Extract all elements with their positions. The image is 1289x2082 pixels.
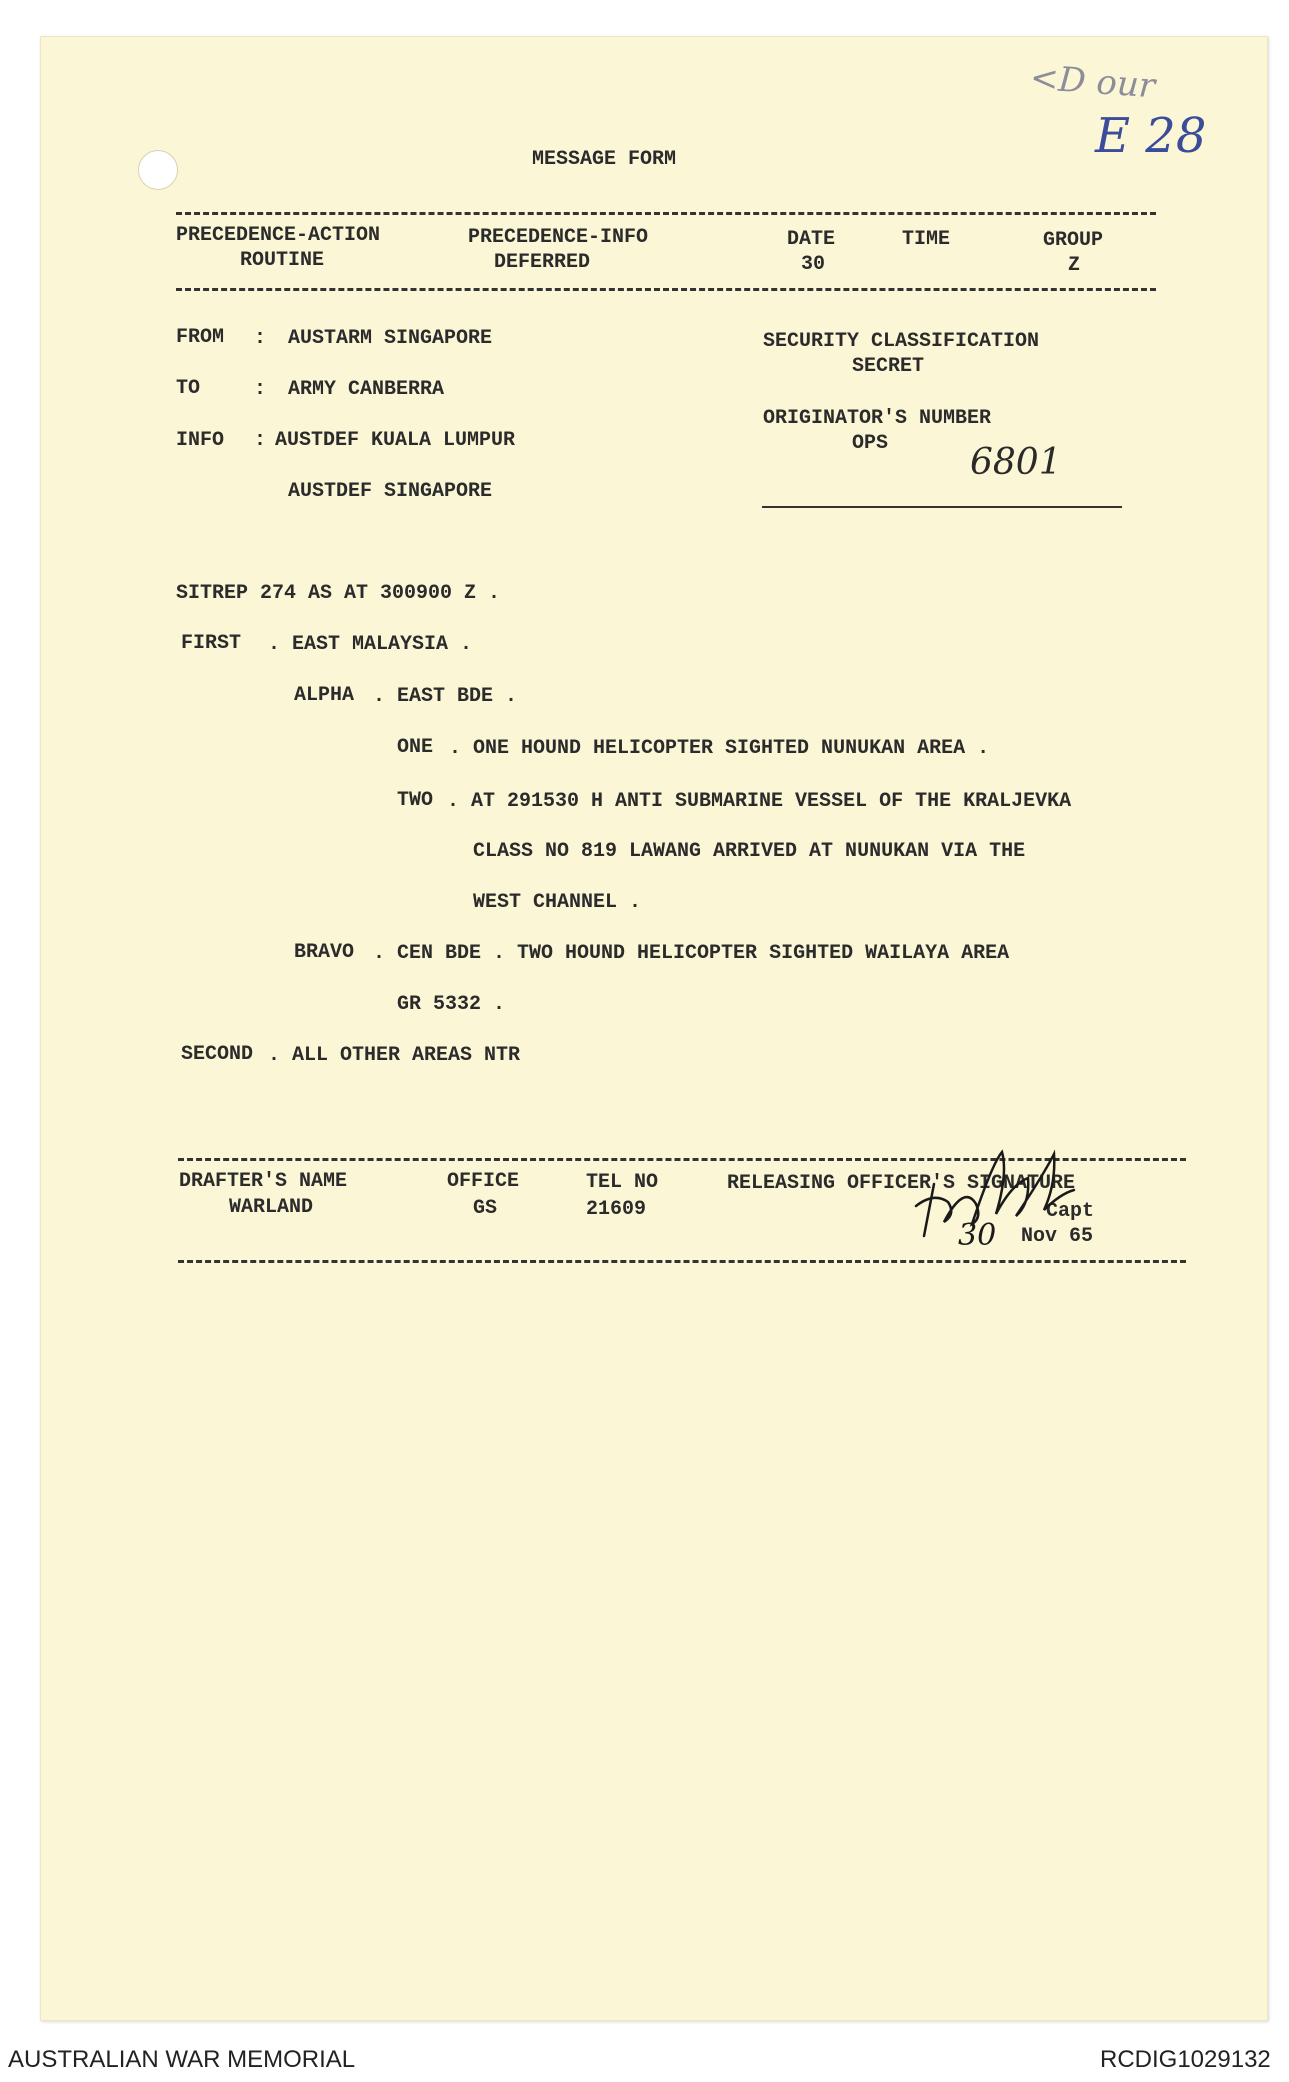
bravo-label: BRAVO (294, 941, 355, 964)
drafter-name-label: DRAFTER'S NAME (179, 1170, 348, 1193)
group-label: GROUP (1043, 229, 1104, 252)
rank: Capt (1046, 1200, 1095, 1223)
officer-signature (904, 1144, 1084, 1254)
drafter-name-value: WARLAND (229, 1196, 314, 1219)
date-rest: Nov 65 (1021, 1225, 1094, 1248)
header-rule-top (176, 212, 1156, 215)
bravo-text-2: GR 5332 . (397, 993, 506, 1016)
to-label: TO (176, 377, 201, 400)
precedence-action-value: ROUTINE (240, 249, 325, 272)
two-label: TWO (397, 789, 434, 812)
two-text-1: . AT 291530 H ANTI SUBMARINE VESSEL OF THE KRALJEVKA (447, 790, 1072, 813)
page-title: MESSAGE FORM (532, 148, 677, 171)
signature-rule-bottom (178, 1260, 1186, 1263)
date-day-handwritten: 30 (958, 1218, 997, 1253)
from-colon: : (254, 327, 267, 350)
footer-source: AUSTRALIAN WAR MEMORIAL (8, 2046, 356, 2073)
originator-number-label: ORIGINATOR'S NUMBER (763, 407, 992, 430)
alpha-text: . EAST BDE . (373, 685, 518, 708)
first-label: FIRST (181, 632, 242, 655)
header-rule-bottom (176, 288, 1156, 291)
tel-value: 21609 (586, 1198, 647, 1221)
originator-handwritten-number: 6801 (970, 442, 1062, 483)
two-text-2: CLASS NO 819 LAWANG ARRIVED AT NUNUKAN VIA THE (473, 840, 1026, 863)
info-value-1: AUSTDEF KUALA LUMPUR (275, 429, 516, 452)
pencil-annotation: <D our (1028, 57, 1157, 107)
date-value: 30 (801, 253, 826, 276)
file-number: E 28 (1095, 108, 1207, 164)
alpha-label: ALPHA (294, 684, 355, 707)
one-text: . ONE HOUND HELICOPTER SIGHTED NUNUKAN AREA . (449, 737, 990, 760)
one-label: ONE (397, 736, 434, 759)
second-text: . ALL OTHER AREAS NTR (268, 1044, 521, 1067)
office-label: OFFICE (447, 1170, 520, 1193)
from-value: AUSTARM SINGAPORE (288, 327, 493, 350)
to-colon: : (254, 378, 267, 401)
precedence-info-value: DEFERRED (494, 251, 591, 274)
info-colon: : (254, 429, 267, 452)
to-value: ARMY CANBERRA (288, 378, 445, 401)
from-label: FROM (176, 326, 225, 349)
precedence-action-label: PRECEDENCE-ACTION (176, 224, 381, 247)
classification-underline (762, 506, 1122, 508)
info-label: INFO (176, 429, 225, 452)
info-value-2: AUSTDEF SINGAPORE (288, 480, 493, 503)
precedence-info-label: PRECEDENCE-INFO (468, 226, 649, 249)
time-label: TIME (902, 228, 951, 251)
group-value: Z (1068, 254, 1081, 277)
releasing-officer-label: RELEASING OFFICER'S SIGNATURE (727, 1172, 1076, 1195)
second-label: SECOND (181, 1043, 254, 1066)
office-value: GS (473, 1197, 498, 1220)
security-classification-value: SECRET (852, 355, 925, 378)
date-label: DATE (787, 228, 836, 251)
bravo-text-1: . CEN BDE . TWO HOUND HELICOPTER SIGHTED WAILAYA AREA (373, 942, 1010, 965)
footer-identifier: RCDIG1029132 (1100, 2046, 1271, 2073)
security-classification-label: SECURITY CLASSIFICATION (763, 330, 1040, 353)
tel-label: TEL NO (586, 1171, 659, 1194)
sitrep-line: SITREP 274 AS AT 300900 Z . (176, 582, 501, 605)
first-text: . EAST MALAYSIA . (268, 633, 473, 656)
two-text-3: WEST CHANNEL . (473, 891, 642, 914)
originator-number-value: OPS (852, 432, 889, 455)
punch-hole (138, 150, 178, 190)
document-page (40, 36, 1268, 2021)
